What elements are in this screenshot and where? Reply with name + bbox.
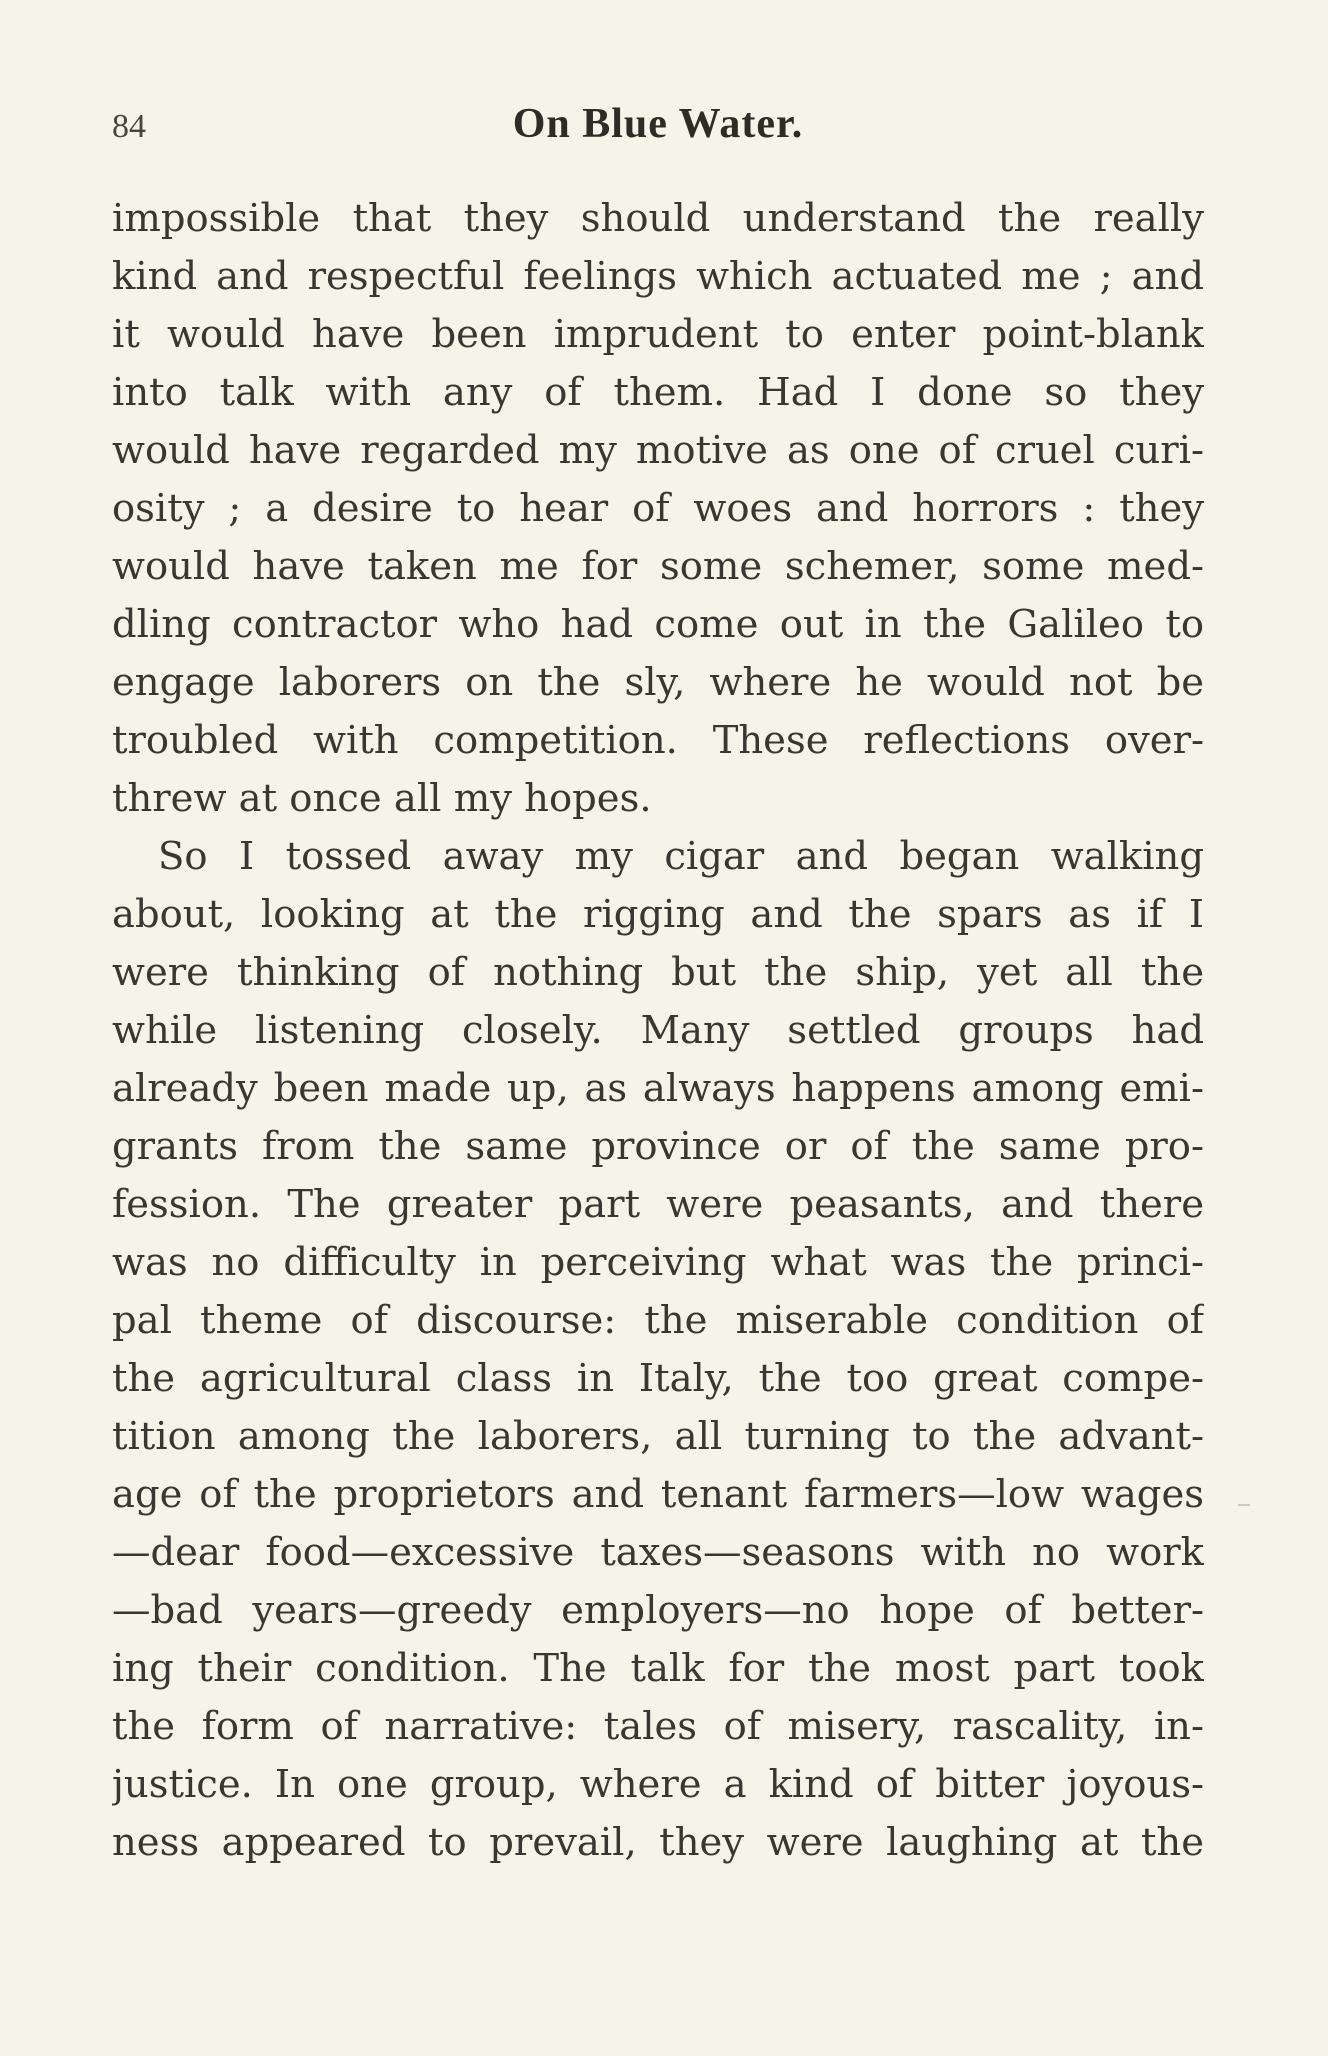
text-line: into talk with any of them. Had I done so they xyxy=(112,370,1204,415)
text-line: already been made up, as always happens among emi- xyxy=(112,1066,1204,1111)
running-head xyxy=(112,100,1204,160)
text-line: tition among the laborers, all turning to the advant- xyxy=(112,1414,1204,1459)
text-line: the form of narrative: tales of misery, rascality, in- xyxy=(112,1704,1204,1749)
text-line: engage laborers on the sly, where he would not be xyxy=(112,660,1204,705)
body-text xyxy=(112,190,1204,1872)
text-line: the agricultural class in Italy, the too great compe- xyxy=(112,1356,1204,1401)
text-line: fession. The greater part were peasants, and there xyxy=(112,1182,1204,1227)
running-title: On Blue Water. xyxy=(512,101,804,147)
text-line: threw at once all my hopes. xyxy=(112,776,652,821)
text-line: would have regarded my motive as one of cruel curi- xyxy=(112,428,1204,473)
text-line: ing their condition. The talk for the most part took xyxy=(112,1646,1204,1691)
text-line: was no difficulty in perceiving what was the princi- xyxy=(112,1240,1204,1285)
text-line: age of the proprietors and tenant farmers—low wages xyxy=(112,1472,1204,1517)
text-line: So I tossed away my cigar and began walking xyxy=(158,834,1204,879)
text-line: while listening closely. Many settled groups had xyxy=(112,1008,1204,1053)
paragraph-1 xyxy=(112,190,1204,828)
text-line: osity ; a desire to hear of woes and horrors : they xyxy=(112,486,1204,531)
text-line: kind and respectful feelings which actuated me ; and xyxy=(112,254,1204,299)
text-line: justice. In one group, where a kind of bitter joyous- xyxy=(112,1762,1204,1807)
text-line: —bad years—greedy employers—no hope of better- xyxy=(112,1588,1204,1633)
text-line: grants from the same province or of the same pro- xyxy=(112,1124,1204,1169)
text-line: ness appeared to prevail, they were laughing at the xyxy=(112,1820,1204,1865)
text-line: troubled with competition. These reflections over- xyxy=(112,718,1204,763)
text-line: would have taken me for some schemer, some med- xyxy=(112,544,1204,589)
text-line: impossible that they should understand the really xyxy=(112,196,1204,241)
text-line: about, looking at the rigging and the spars as if I xyxy=(112,892,1204,937)
page-number: 84 xyxy=(112,108,146,145)
text-line: it would have been imprudent to enter point-blank xyxy=(112,312,1204,357)
text-line: —dear food—excessive taxes—seasons with no work xyxy=(112,1530,1204,1575)
paragraph-2 xyxy=(112,828,1204,1872)
text-line: pal theme of discourse: the miserable condition of xyxy=(112,1298,1204,1343)
margin-mark xyxy=(1238,1504,1250,1506)
text-line: were thinking of nothing but the ship, yet all the xyxy=(112,950,1204,995)
text-line: dling contractor who had come out in the Galileo to xyxy=(112,602,1204,647)
